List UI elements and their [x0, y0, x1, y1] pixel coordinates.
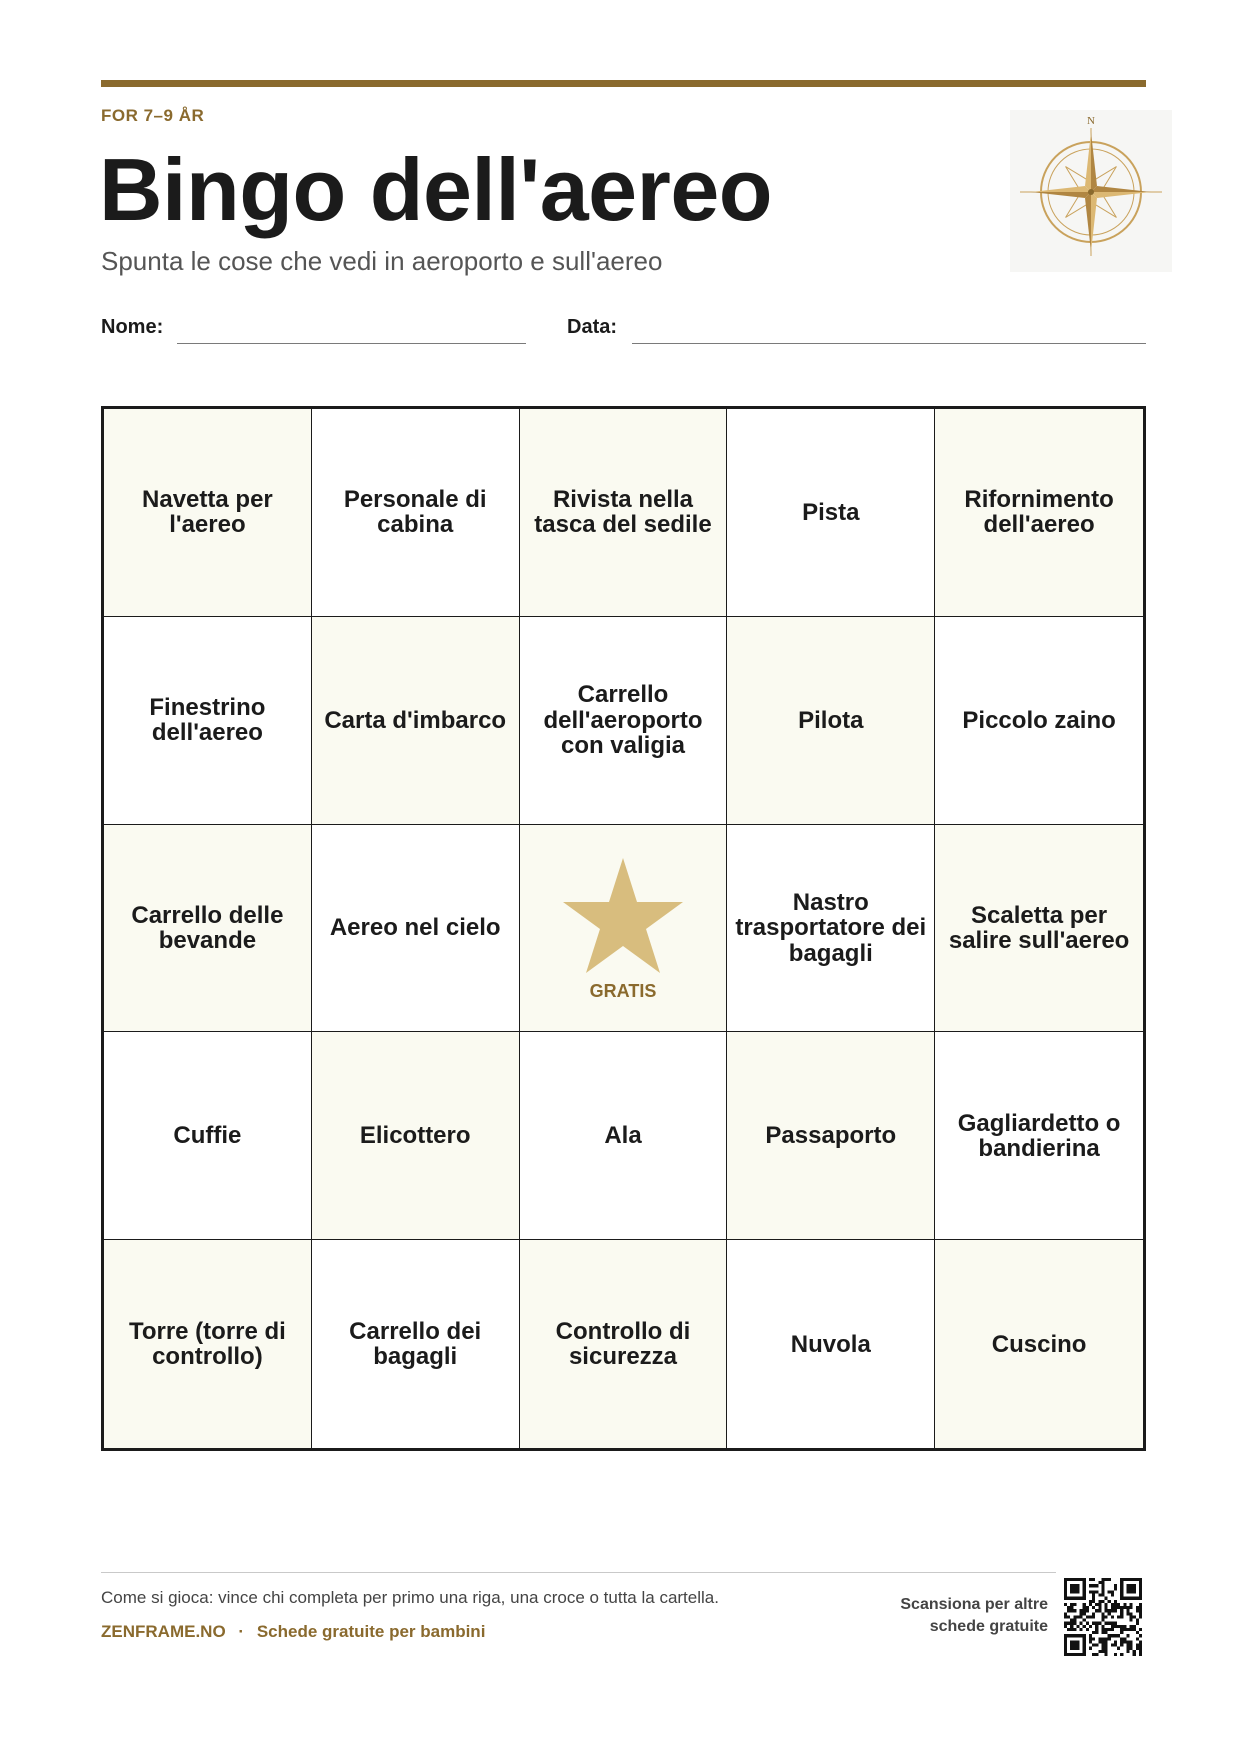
- compass-rose-illustration: [1010, 110, 1172, 272]
- bingo-board: [101, 406, 1146, 1451]
- bingo-cell-label: Nastro trasportatore dei bagagli: [735, 889, 927, 967]
- scan-caption-line-1: Scansiona per altre: [900, 1596, 1048, 1613]
- brand-separator: ·: [238, 1622, 245, 1641]
- qr-code-icon[interactable]: [1064, 1578, 1142, 1656]
- bingo-cell-label: Controllo di sicurezza: [555, 1317, 691, 1371]
- bingo-cell[interactable]: [727, 617, 935, 825]
- game-rules: Come si gioca: vince chi completa per primo una riga, una croce o tutta la cartella.: [101, 1588, 719, 1607]
- brand-name[interactable]: ZENFRAME.NO: [101, 1622, 226, 1641]
- age-label: FOR 7–9 ÅR: [101, 106, 205, 125]
- bingo-cell-label: Pista: [802, 498, 860, 526]
- scan-caption-line-2: schede gratuite: [929, 1618, 1048, 1636]
- bingo-cell[interactable]: [104, 409, 312, 617]
- scan-caption: [900, 1594, 1048, 1639]
- bingo-cell[interactable]: [312, 825, 520, 1033]
- star-icon: [561, 856, 685, 974]
- bingo-cell-label: Personale di cabina: [343, 486, 487, 539]
- bingo-cell[interactable]: [104, 1240, 312, 1448]
- bingo-cell[interactable]: [935, 1032, 1143, 1240]
- bingo-cell-label: Elicottero: [359, 1122, 471, 1150]
- page-subtitle: Spunta le cose che vedi in aeroporto e sull'aereo: [101, 246, 663, 276]
- bingo-cell[interactable]: [312, 1240, 520, 1448]
- bingo-cell[interactable]: [935, 409, 1143, 617]
- bingo-cell[interactable]: [104, 617, 312, 825]
- bingo-cell[interactable]: [312, 617, 520, 825]
- footer-brand: [101, 1622, 485, 1642]
- bingo-cell-label: Rifornimento dell'aereo: [964, 486, 1114, 539]
- date-label: Data:: [567, 316, 618, 338]
- bingo-cell-label: Gagliardetto o bandierina: [957, 1109, 1121, 1162]
- bingo-cell[interactable]: [312, 409, 520, 617]
- bingo-cell-label: Aereo nel cielo: [329, 914, 501, 942]
- bingo-cell-label: Carrello dei bagagli: [349, 1317, 482, 1371]
- bingo-cell[interactable]: [935, 825, 1143, 1033]
- compass-north-letter: N: [1087, 115, 1095, 127]
- bingo-cell-label: Navetta per l'aereo: [142, 486, 273, 539]
- bingo-cell-label: Piccolo zaino: [962, 706, 1116, 734]
- free-space-label: GRATIS: [589, 980, 657, 1001]
- bingo-cell[interactable]: [935, 617, 1143, 825]
- bingo-cell-label: Ala: [604, 1122, 642, 1150]
- bingo-cell-label: Torre (torre di controllo): [128, 1317, 286, 1371]
- bingo-cell[interactable]: [727, 1240, 935, 1448]
- page-title: Bingo dell'aereo: [99, 140, 773, 239]
- bingo-cell[interactable]: [520, 1240, 728, 1448]
- bingo-cell[interactable]: [104, 1032, 312, 1240]
- bingo-cell-label: Cuscino: [991, 1330, 1087, 1358]
- bingo-cell-label: Cuffie: [173, 1122, 242, 1150]
- top-accent-rule: [101, 80, 1146, 87]
- bingo-cell[interactable]: [104, 825, 312, 1033]
- bingo-cell[interactable]: [312, 1032, 520, 1240]
- bingo-cell-label: Nuvola: [790, 1330, 871, 1358]
- name-line[interactable]: [177, 343, 526, 344]
- bingo-cell-label: Scaletta per salire sull'aereo: [948, 901, 1130, 954]
- bingo-cell[interactable]: [727, 409, 935, 617]
- bingo-cell-label: Rivista nella tasca del sedile: [534, 486, 712, 539]
- bingo-cell[interactable]: [935, 1240, 1143, 1448]
- bingo-cell[interactable]: [520, 409, 728, 617]
- brand-tagline: Schede gratuite per bambini: [256, 1622, 486, 1641]
- compass-rose-icon: [1010, 110, 1172, 272]
- bingo-cell[interactable]: [727, 825, 935, 1033]
- bingo-cell-label: Pilota: [798, 706, 864, 734]
- bingo-cell-label: Finestrino dell'aereo: [149, 694, 266, 747]
- bingo-cell[interactable]: [520, 617, 728, 825]
- bingo-cell[interactable]: [727, 1032, 935, 1240]
- bingo-cell-label: Carrello delle bevande: [131, 901, 284, 954]
- footer-divider: [101, 1572, 1056, 1573]
- free-space-cell[interactable]: [520, 825, 728, 1033]
- bingo-cell-label: Carta d'imbarco: [324, 706, 507, 734]
- date-line[interactable]: [632, 343, 1146, 344]
- bingo-cell-label: Carrello dell'aeroporto con valigia: [543, 681, 703, 759]
- bingo-cell-label: Passaporto: [765, 1122, 897, 1150]
- bingo-cell[interactable]: [520, 1032, 728, 1240]
- name-label: Nome:: [101, 316, 164, 338]
